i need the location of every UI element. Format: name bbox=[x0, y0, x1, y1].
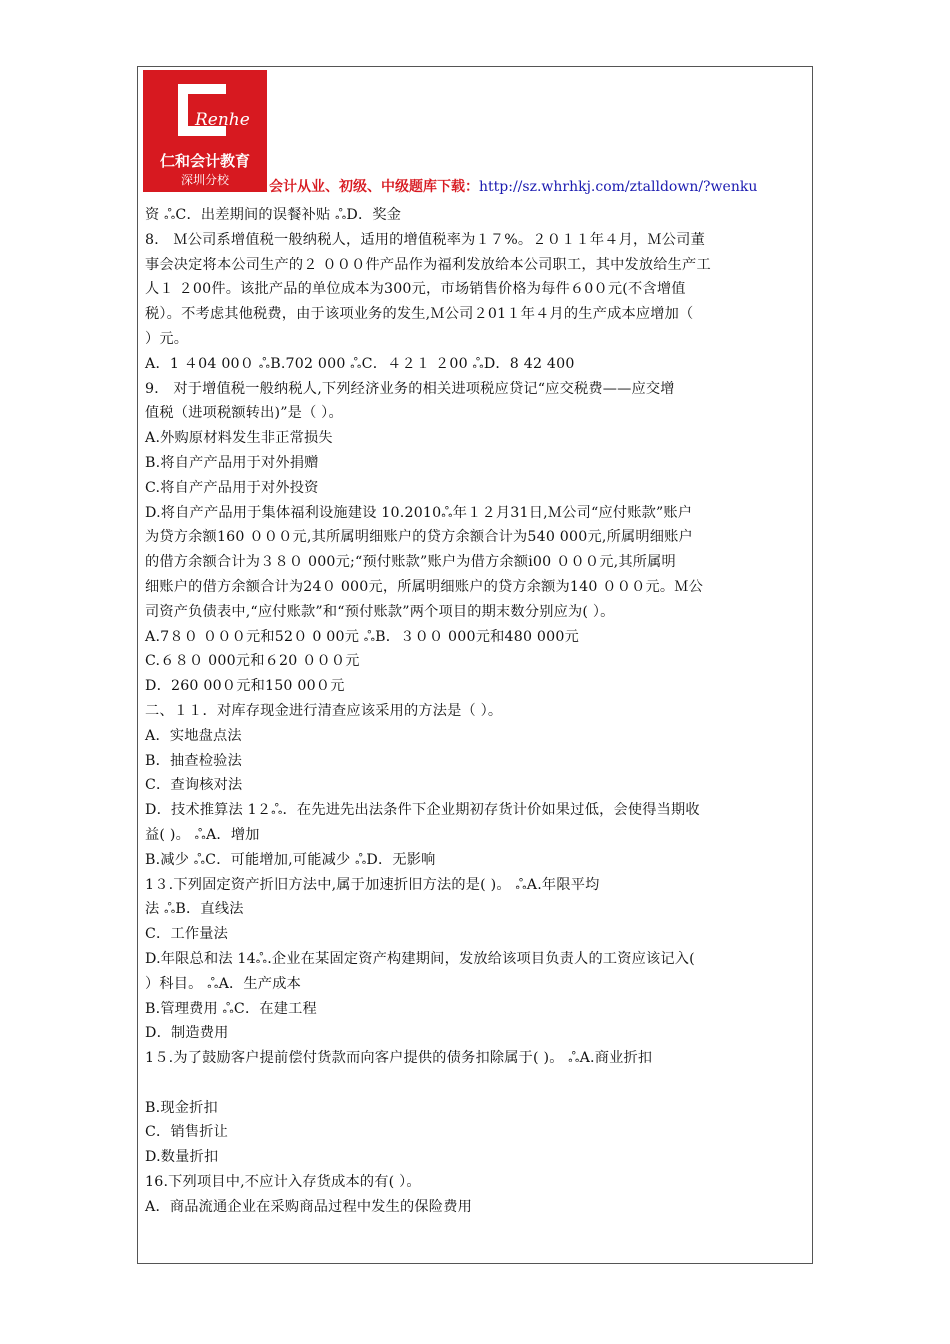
text-line: C.６８０ 000元和６20 ０００元 bbox=[145, 653, 360, 670]
renhe-logo[interactable] bbox=[143, 70, 267, 192]
text-line: ）元。 bbox=[145, 330, 189, 347]
text-line: 人１ ２00件。该批产品的单位成本为300元，市场销售价格为每件６0０元(不含增值 bbox=[145, 281, 686, 298]
text-line: 司资产负债表中,“应付账款”和“预付账款”两个项目的期末数分别应为( ）。 bbox=[145, 603, 615, 620]
text-line: B.将自产产品用于对外捐赠 bbox=[145, 454, 319, 471]
text-line: C.将自产产品用于对外投资 bbox=[145, 479, 319, 496]
download-link[interactable]: http://sz.whrhkj.com/ztalldown/?wenku bbox=[479, 179, 758, 195]
text-line: A.7８０ ０００元和52０ 0 00元 ஃB．３００ 000元和480 000元 bbox=[145, 628, 579, 645]
text-line: 二、１１．对库存现金进行清查应该采用的方法是（ ）。 bbox=[145, 702, 503, 719]
text-line: 益( )。 ஃA．增加 bbox=[145, 826, 260, 843]
text-line: 事会决定将本公司生产的２ ０００件产品作为福利发放给本公司职工，其中发放给生产工 bbox=[145, 256, 711, 273]
text-line: A．实地盘点法 bbox=[145, 727, 242, 744]
text-line: 1３.下列固定资产折旧方法中,属于加速折旧方法的是( )。 ஃA.年限平均 bbox=[145, 876, 600, 893]
text-line bbox=[145, 1071, 805, 1096]
download-label: 会计从业、初级、中级题库下载： bbox=[269, 179, 479, 195]
text-line: 资 ஃC．出差期间的误餐补贴 ஃD．奖金 bbox=[145, 207, 402, 223]
text-line: B.现金折扣 bbox=[145, 1099, 218, 1116]
text-line: D.数量折扣 bbox=[145, 1149, 219, 1166]
text-line: B．抽查检验法 bbox=[145, 752, 242, 769]
text-line: C．工作量法 bbox=[145, 926, 228, 943]
text-line: A.外购原材料发生非正常损失 bbox=[145, 430, 333, 447]
text-line: 8． Ｍ公司系增值税一般纳税人，适用的增值税率为１７%。２０１１年４月，Ｍ公司董 bbox=[145, 231, 705, 248]
text-line: 1５.为了鼓励客户提前偿付货款而向客户提供的债务扣除属于( )。 ஃA.商业折扣 bbox=[145, 1050, 653, 1067]
text-line: 16.下列项目中,不应计入存货成本的有( ）。 bbox=[145, 1174, 421, 1191]
text-line: B.管理费用 ஃC．在建工程 bbox=[145, 1000, 317, 1017]
logo-branch-cn: 深圳分校 bbox=[180, 173, 229, 187]
text-line: 的借方余额合计为３８０ 000元;“预付账款”账户为借方余额i00 ０００元,其所属明 bbox=[145, 554, 676, 571]
text-line: D．技术推算法 1２ஃ．在先进先出法条件下企业期初存货计价如果过低，会使得当期收 bbox=[145, 802, 700, 819]
text-line: 税）。不考虑其他税费，由于该项业务的发生,Ｍ公司２01１年４月的生产成本应增加（ bbox=[145, 306, 694, 323]
text-line: 法 ஃB．直线法 bbox=[145, 901, 244, 918]
text-line: D．制造费用 bbox=[145, 1025, 229, 1042]
text-line: D.将自产产品用于集体福利设施建设 10.2010ஃ年１２月31日,Ｍ公司“应付账款”账户 bbox=[145, 504, 693, 521]
download-banner bbox=[269, 176, 757, 196]
text-line: A．商品流通企业在采购商品过程中发生的保险费用 bbox=[145, 1198, 472, 1215]
text-line: D.年限总和法 14ஃ.企业在某固定资产构建期间，发放给该项目负责人的工资应该记入( bbox=[145, 950, 695, 967]
text-line: C．查询核对法 bbox=[145, 777, 243, 794]
text-line: 细账户的借方余额合计为24０ 000元，所属明细账户的贷方余额为140 ０００元。Ｍ公 bbox=[145, 578, 704, 595]
question-text-body bbox=[145, 203, 805, 1220]
text-line: 9． 对于增值税一般纳税人,下列经济业务的相关进项税应贷记“应交税费——应交增 bbox=[145, 380, 675, 397]
logo-name-cn: 仁和会计教育 bbox=[159, 152, 250, 170]
text-line: ）科目。 ஃA．生产成本 bbox=[145, 975, 301, 992]
text-line: A．1 ４04 00０ ஃB.702 000 ஃC．４２１ ２00 ஃD．8 42 400 bbox=[145, 355, 575, 372]
text-line: B.减少 ஃC．可能增加,可能减少 ஃD．无影响 bbox=[145, 851, 436, 868]
text-line: 为贷方余额160 ０００元,其所属明细账户的贷方余额合计为540 000元,所属明细账户 bbox=[145, 529, 693, 546]
text-line: C．销售折让 bbox=[145, 1124, 228, 1141]
logo-brand-en: Renhe bbox=[195, 110, 250, 130]
text-line: D．260 00０元和150 00０元 bbox=[145, 678, 345, 695]
text-line: 值税（进项税额转出)”是（ ）。 bbox=[145, 405, 343, 422]
